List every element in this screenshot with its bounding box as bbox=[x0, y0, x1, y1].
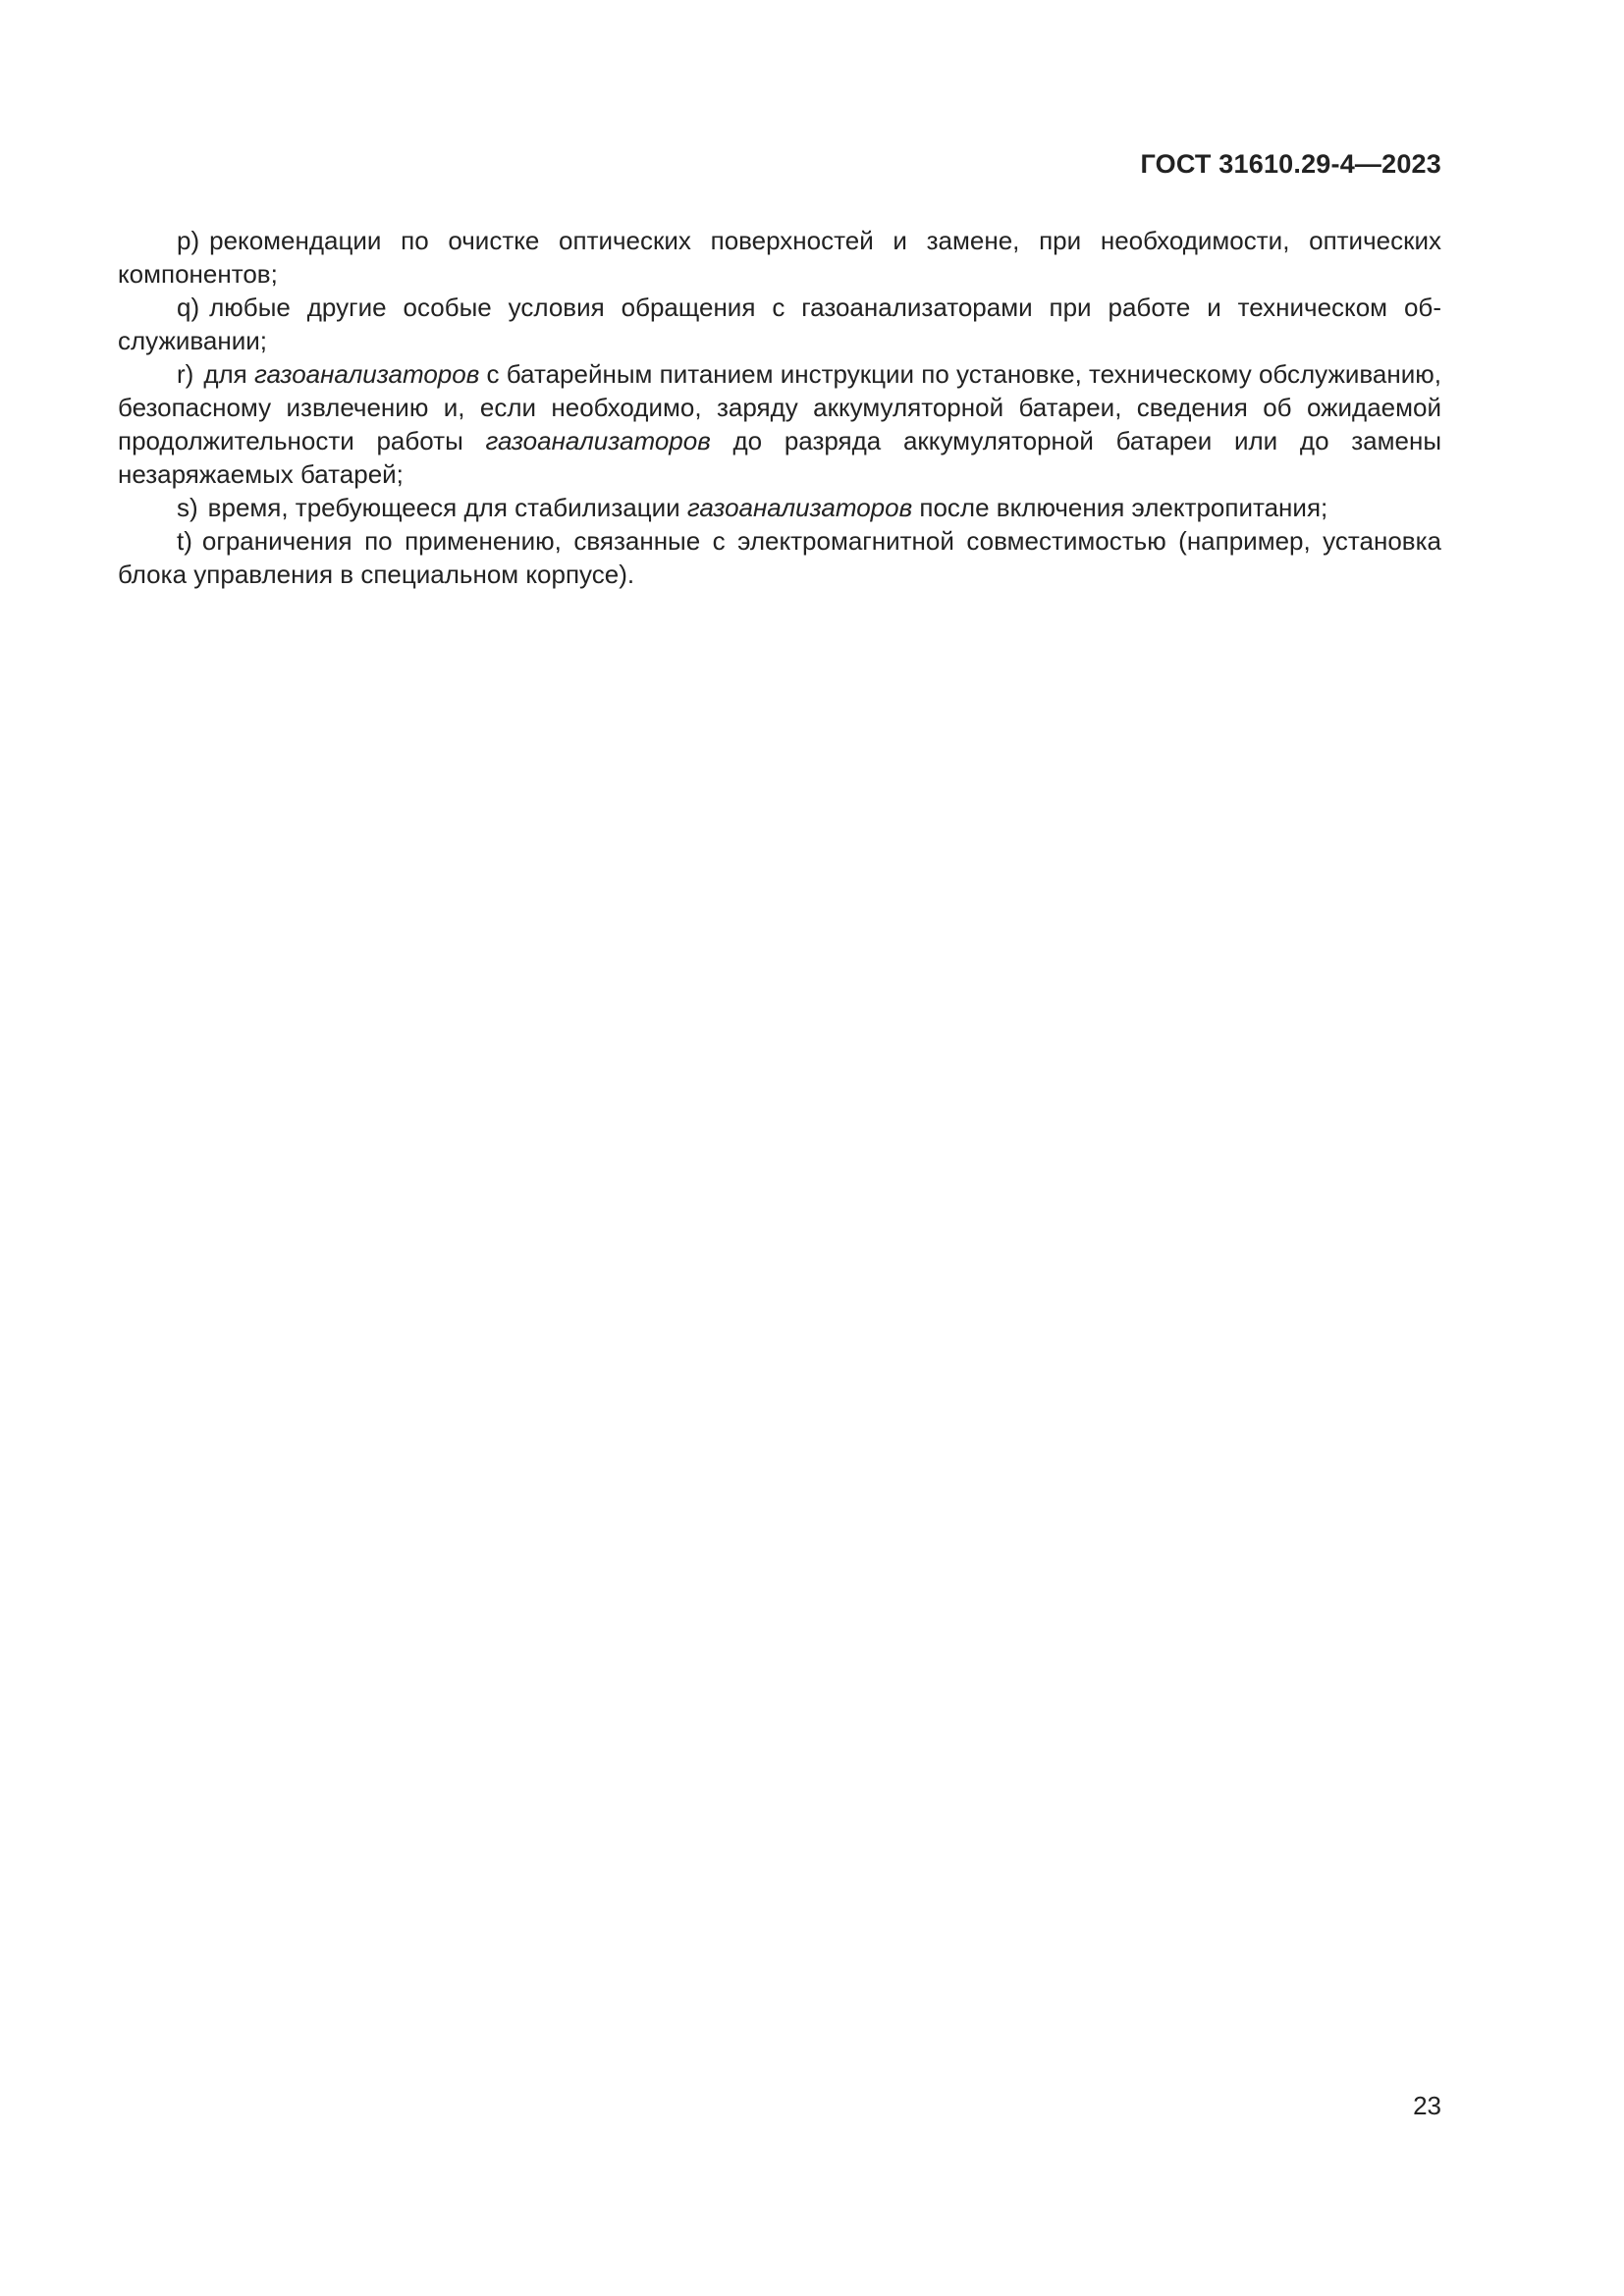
list-marker: t) bbox=[177, 526, 192, 556]
standard-code: ГОСТ 31610.29-4—2023 bbox=[1140, 149, 1441, 179]
document-body bbox=[118, 224, 1441, 591]
item-text: рекомендации по очистке оптических поверхностей и замене, при необходимости, оптических компонентов; bbox=[118, 226, 1441, 289]
item-text-italic: газоанализаторов bbox=[253, 359, 480, 389]
list-item-s bbox=[118, 491, 1441, 524]
item-text-italic: газоанализаторов bbox=[686, 493, 913, 522]
item-text: после включения электропитания; bbox=[912, 493, 1328, 522]
item-text: время, требующееся для стабилизации bbox=[207, 493, 687, 522]
document-header bbox=[1141, 149, 1441, 180]
list-item-t bbox=[118, 524, 1441, 591]
item-text: ограничения по применению, связанные с электромагнитной совместимостью (например, установка блока управления в специальном корпусе). bbox=[118, 526, 1441, 589]
list-item-r bbox=[118, 357, 1441, 491]
item-text: до разряда аккумуляторной батареи или до замены незаряжаемых батарей; bbox=[118, 426, 1442, 489]
list-item-q bbox=[118, 291, 1441, 357]
item-text: с батарейным питанием инструкции по установке, техническому обслуживанию, безопасному извлечению и, если необходимо, заряду аккумуляторной батареи, сведения об ожидаемой продолжительности работы bbox=[118, 359, 1441, 455]
item-text-italic: газоанализаторов bbox=[485, 426, 711, 455]
list-marker: r) bbox=[177, 359, 194, 389]
list-item-p bbox=[118, 224, 1441, 291]
item-text: для bbox=[203, 359, 254, 389]
list-marker: q) bbox=[177, 293, 200, 322]
item-text: любые другие особые условия обращения с газоанализаторами при работе и техническом обслуживании; bbox=[118, 293, 1441, 355]
list-marker: s) bbox=[177, 493, 198, 522]
page-number: 23 bbox=[1413, 2091, 1441, 2120]
list-marker: p) bbox=[177, 226, 200, 255]
